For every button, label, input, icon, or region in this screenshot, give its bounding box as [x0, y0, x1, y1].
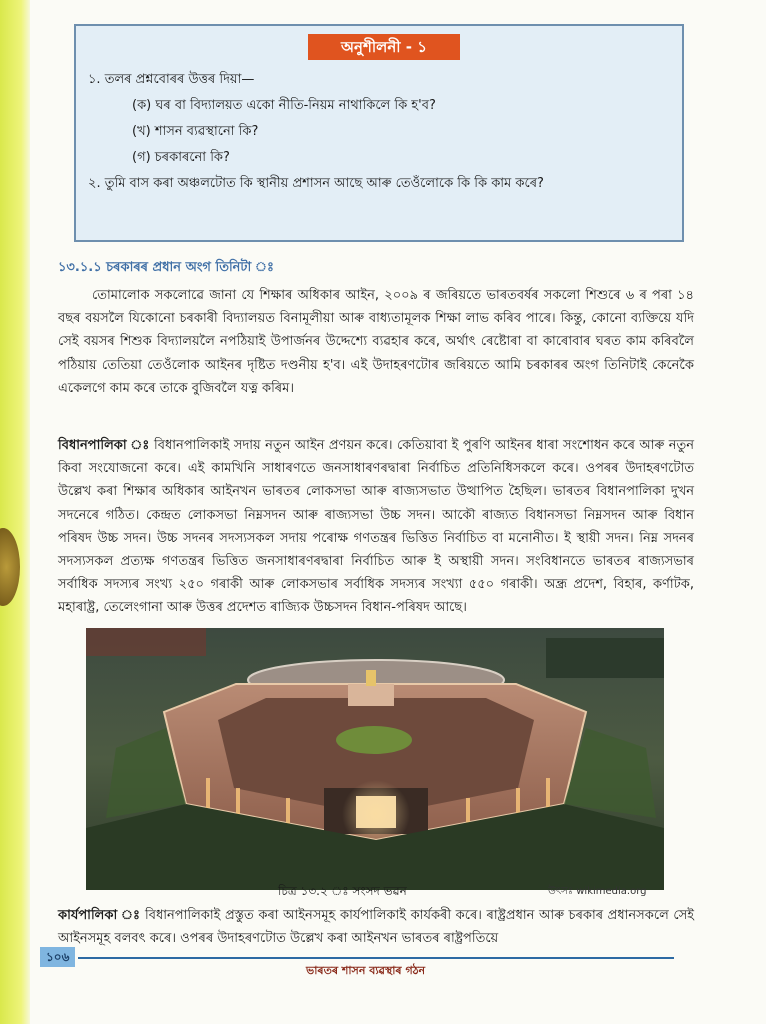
question-1: ১. তলৰ প্ৰশ্নবোৰৰ উত্তৰ দিয়া—	[88, 72, 255, 87]
legislature-text: বিধানপালিকাই সদায় নতুন আইন প্ৰণয়ন কৰে। কেতিয়াবা ই পুৰণি আইনৰ ধাৰা সংশোধন কৰে আৰু নতুন কিবা সংযোজনো কৰে। এই কামখিনি সাধাৰণতে জনসাধাৰণৰদ্বাৰা নিৰ্বাচিত প্ৰতিনিধিসকলে কৰে। ওপৰৰ উদাহৰণটোত উল্লেখ কৰা শিক্ষাৰ অধিকাৰ আইনখন ভাৰতৰ লোকসভা আৰু ৰাজ্যসভাত উত্থাপিত হৈছিল। ভাৰতৰ বিধানপালিকা দুখন সদনেৰে গঠিত। কেন্দ্ৰত লোকসভা নিম্নসদন আৰু ৰাজ্যসভা উচ্চ সদন। আকৌ ৰাজ্যত বিধানসভা নিম্নসদন আৰু বিধান পৰিষদ উচ্চ সদন। উচ্চ সদনৰ সদস্যসকল সদায় পৰোক্ষ গণতন্ত্ৰৰ ভিত্তিত নিৰ্বাচিত বা মনোনীত। ই স্থায়ী সদন। নিম্ন সদনৰ সদস্যসকল প্ৰত্যক্ষ গণতন্ত্ৰৰ ভিত্তিত জনসাধাৰণৰদ্বাৰা নিৰ্বাচিত আৰু ই অস্থায়ী সদন। সংবিধানতে ভাৰতৰ ৰাজ্যসভাৰ সৰ্বাধিক সদস্যৰ সংখ্য ২৫০ গৰাকী আৰু লোকসভাৰ সৰ্বাধিক সদস্যৰ সংখ্যা ৫৫০ গৰাকী। অন্ধ্ৰ প্ৰদেশ, বিহাৰ, কৰ্ণাটক, মহাৰাষ্ট্ৰ, তেলেংগানা আৰু উত্তৰ প্ৰদেশত ৰাজ্যিক উচ্চসদন বিধান-পৰিষদ আছে।	[58, 438, 694, 616]
question-1a: (ক) ঘৰ বা বিদ্যালয়ত একো নীতি-নিয়ম নাথাকিলে কি হ'ব?	[132, 98, 436, 113]
question-1c: (গ) চৰকাৰনো কি?	[132, 150, 230, 165]
question-2: ২. তুমি বাস কৰা অঞ্চলটোত কি স্থানীয় প্ৰশাসন আছে আৰু তেওঁলোকে কি কি কাম কৰে?	[88, 176, 544, 191]
parliament-building-image	[86, 628, 664, 890]
footer-title: ভাৰতৰ শাসন ব্যৱস্থাৰ গঠন	[306, 964, 426, 977]
intro-paragraph: তোমালোক সকলোৱে জানা যে শিক্ষাৰ অধিকাৰ আইন, ২০০৯ ৰ জৰিয়তে ভাৰতবৰ্ষৰ সকলো শিশুৰে ৬ ৰ পৰা ১৪ বছৰ বয়সলৈ যিকোনো চৰকাৰী বিদ্যালয়ত বিনামূলীয়া আৰু বাধ্যতামূলক শিক্ষা লাভ কৰিব পাৰে। কিন্তু, কোনো ব্যক্তিয়ে যদি সেই বয়সৰ শিশুক বিদ্যালয়লৈ নপঠিয়াই উপাৰ্জনৰ উদ্দেশ্যে ব্যৱহাৰ কৰে, অৰ্থাৎ ৰেষ্টোৰা বা কাৰোবাৰ ঘৰত কাম কৰিবলৈ পঠিয়ায় তেতিয়া তেওঁলোক আইনৰ দৃষ্টিত দণ্ডনীয় হ'ব। এই উদাহৰণটোৰ জৰিয়তে আমি চৰকাৰৰ অংগ তিনিটাই কেনেকৈ একেলগে কাম কৰে তাকে বুজিবলৈ যত্ন কৰিম।	[58, 288, 694, 396]
executive-paragraph	[58, 904, 694, 950]
page-number: ১০৬	[40, 947, 75, 967]
legislature-paragraph	[58, 434, 694, 620]
exercise-title: অনুশীলনী - ১	[308, 34, 460, 60]
footer-divider	[78, 957, 674, 959]
image-credit: উৎসঃ wikimedia.org	[548, 886, 647, 897]
legislature-term: বিধানপালিকা ঃ	[58, 438, 150, 453]
page-left-edge	[0, 0, 30, 1024]
section-heading: ১৩.১.১ চৰকাৰৰ প্ৰধান অংগ তিনিটা ঃ	[58, 260, 274, 275]
executive-term: কাৰ্যপালিকা ঃ	[58, 908, 141, 923]
executive-text: বিধানপালিকাই প্ৰস্তুত কৰা আইনসমূহ কাৰ্যপালিকাই কাৰ্যকৰী কৰে। ৰাষ্ট্ৰপ্ৰধান আৰু চৰকাৰ প্ৰধানসকলে সেই আইনসমূহ বলবৎ কৰে। ওপৰৰ উদাহৰণটোত উল্লেখ কৰা আইনখন ভাৰতৰ ৰাষ্ট্ৰপতিয়ে	[58, 908, 694, 947]
question-1b: (খ) শাসন ব্যৱস্থানো কি?	[132, 124, 259, 139]
figure-caption: চিত্ৰ ১৩.২ ঃ সংসদ ভৱন	[278, 884, 407, 898]
exercise-box	[74, 24, 684, 242]
